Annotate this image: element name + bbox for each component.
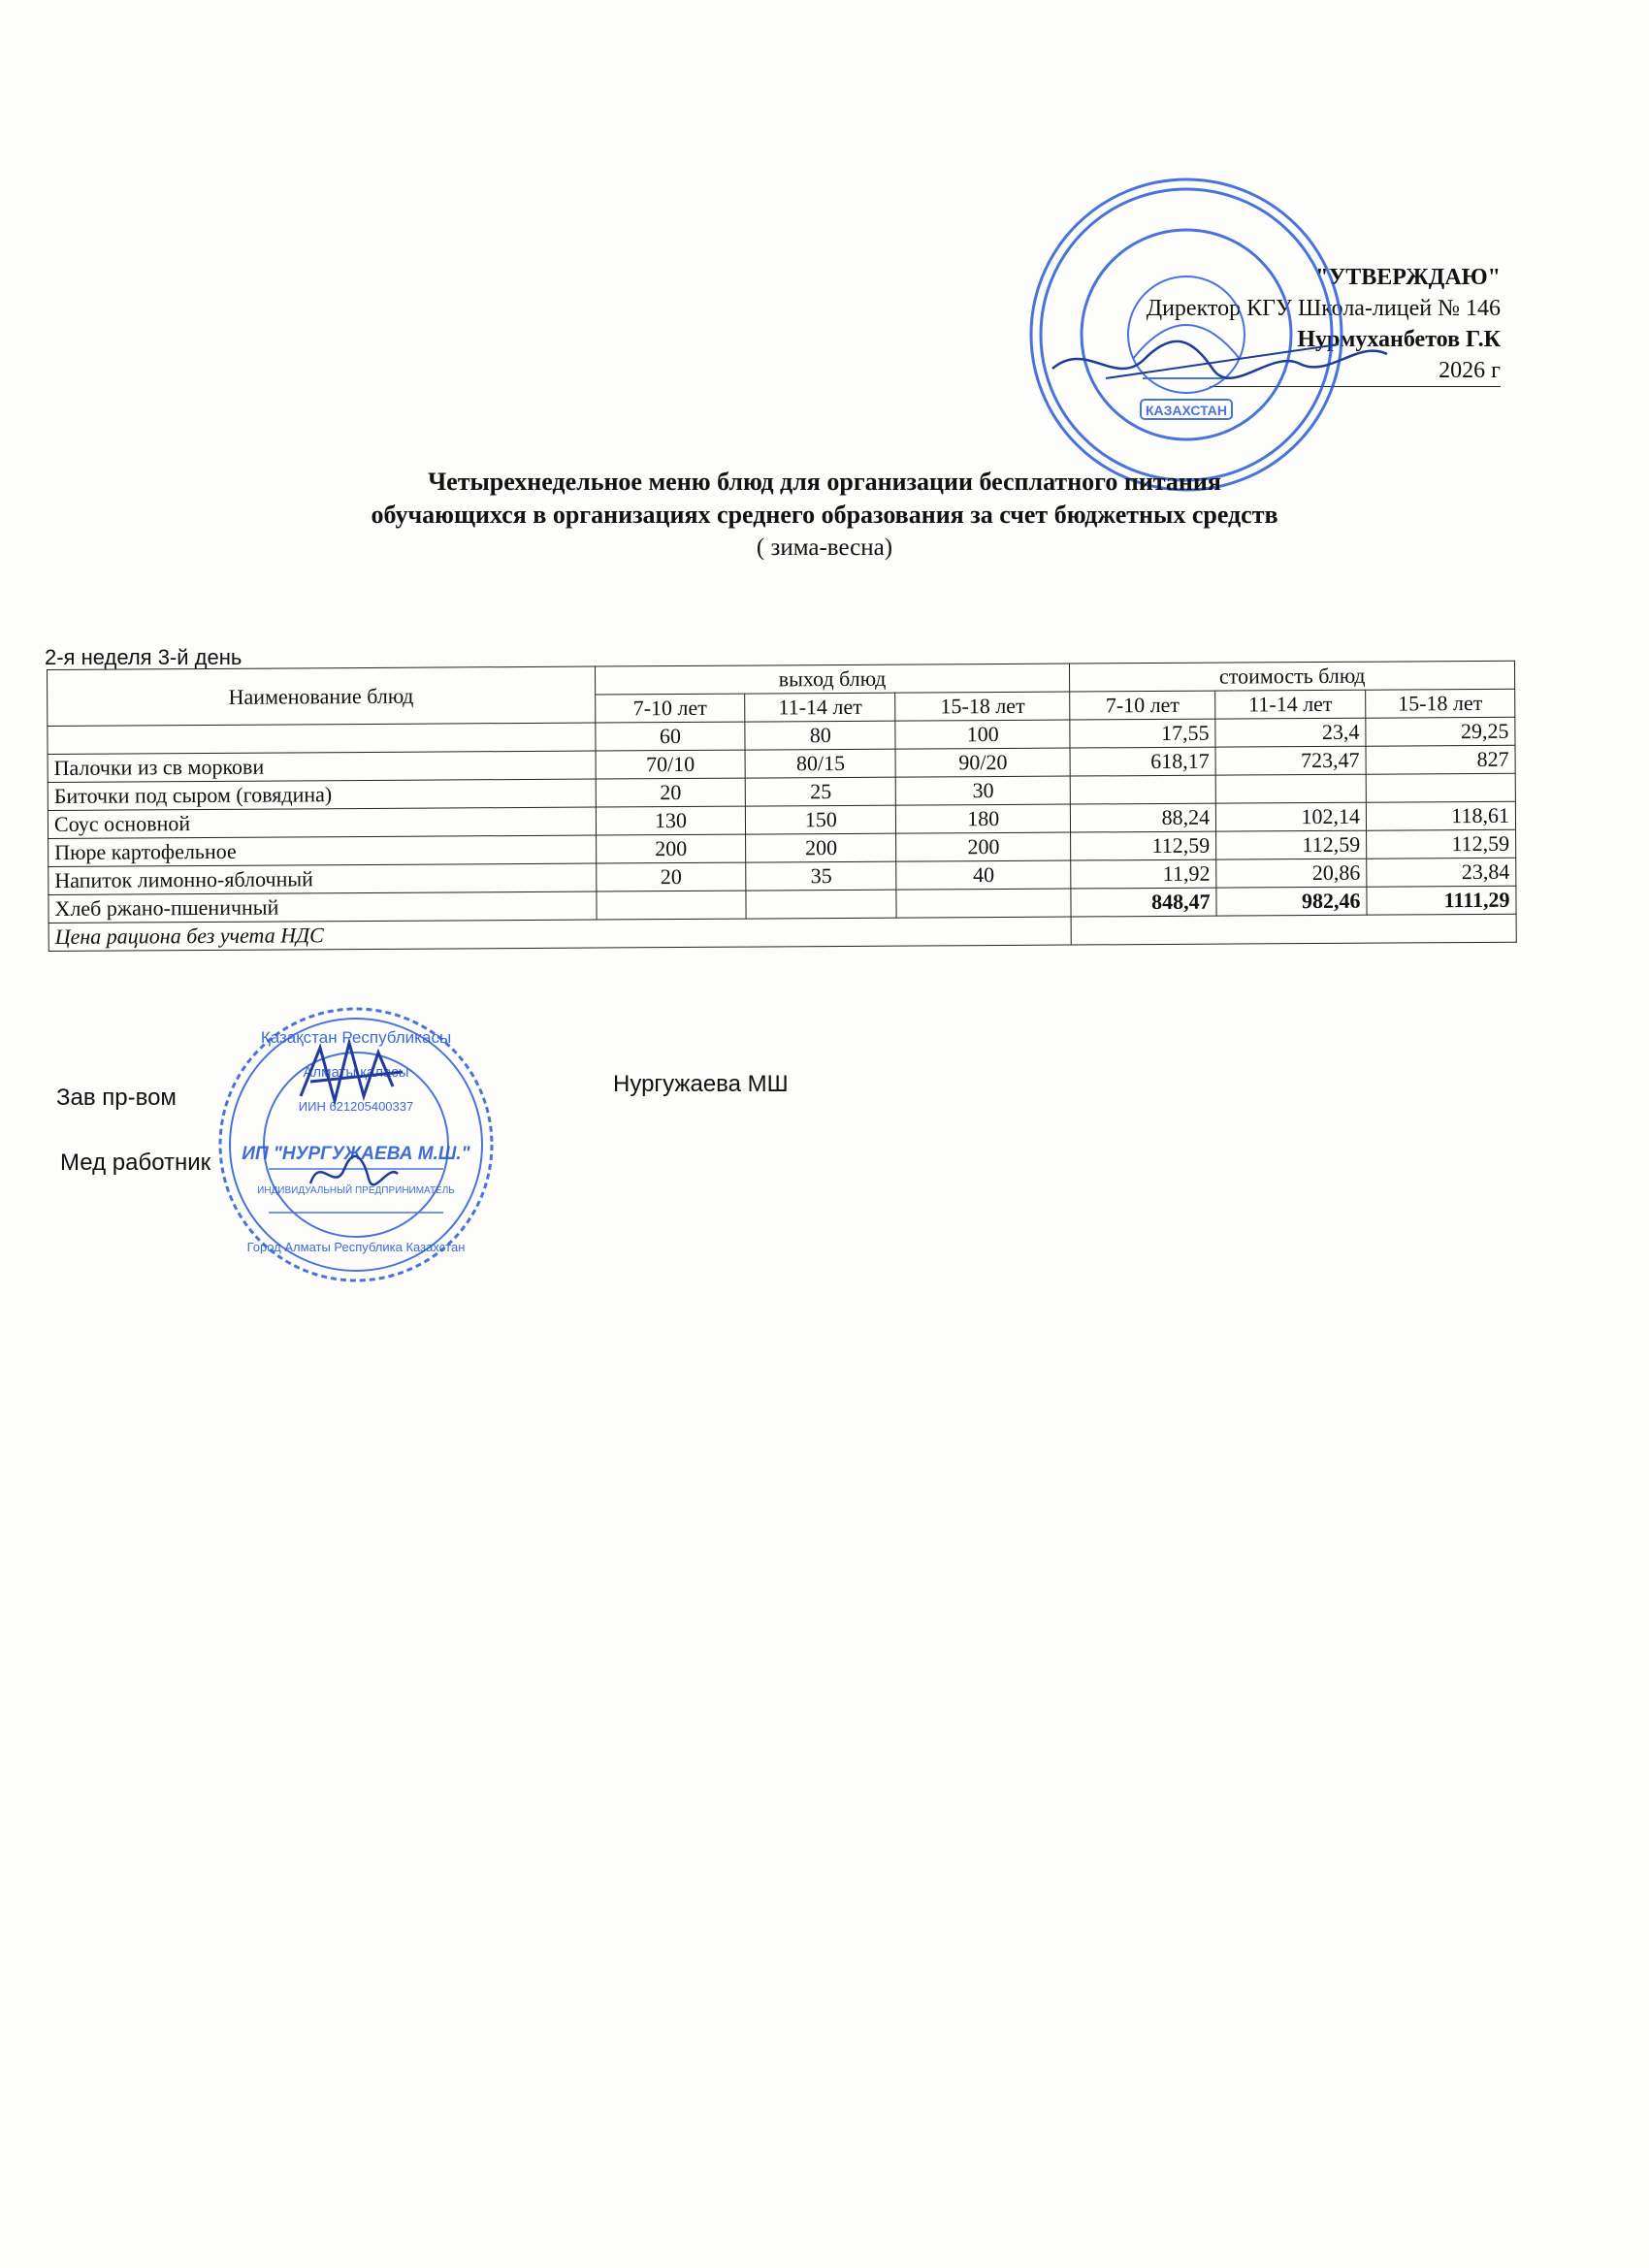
title-line-2: обучающихся в организациях среднего образования за счет бюджетных средств: [371, 501, 1278, 529]
medic-signature: [301, 1145, 407, 1203]
table-cell: 150: [746, 805, 896, 834]
dish-name: Напиток лимонно-яблочный: [48, 863, 597, 894]
manager-signature: [291, 1028, 417, 1116]
title-season: ( зима-весна): [756, 535, 893, 561]
table-cell: 723,47: [1215, 746, 1366, 775]
ip-seal-type-text: ИНДИВИДУАЛЬНЫЙ ПРЕДПРИНИМАТЕЛЬ: [257, 1185, 455, 1196]
ip-seal-iin-text: ИИН 621205400337: [298, 1099, 414, 1114]
table-cell: 29,25: [1366, 717, 1515, 746]
total-cell: 1111,29: [1367, 886, 1516, 915]
manager-label: Зав пр-вом: [56, 1085, 177, 1111]
table-cell: 118,61: [1366, 801, 1515, 830]
week-label: 2-я неделя 3-й день: [45, 645, 242, 669]
header-age: 11-14 лет: [1215, 690, 1366, 719]
table-cell: 70/10: [596, 750, 746, 779]
table-cell: 35: [746, 861, 896, 891]
header-age: 11-14 лет: [745, 693, 895, 722]
dish-name: [48, 723, 596, 754]
table-cell: [896, 889, 1071, 918]
medic-label: Мед работник: [60, 1150, 211, 1176]
table-cell: 20,86: [1216, 859, 1367, 888]
dish-name: Хлеб ржано-пшеничный: [48, 891, 597, 923]
header-dish-name: Наименование блюд: [48, 666, 596, 726]
header-cost: стоимость блюд: [1070, 661, 1515, 692]
ip-seal-city-text: Алматы қаласы: [303, 1064, 409, 1081]
table-cell: [1070, 775, 1215, 804]
table-cell: 130: [596, 806, 746, 835]
table-cell: [746, 890, 896, 919]
table-cell: 88,24: [1071, 803, 1216, 832]
approval-date: 2026 г: [1210, 355, 1501, 387]
approval-heading: "УТВЕРЖДАЮ": [1315, 265, 1501, 290]
dish-name: Соус основной: [48, 807, 596, 838]
table-cell: [1215, 774, 1366, 803]
table-cell: 90/20: [895, 748, 1070, 777]
dish-name: Биточки под сыром (говядина): [48, 779, 596, 810]
dish-name: Пюре картофельное: [48, 835, 597, 866]
table-cell: 25: [746, 777, 896, 806]
header-output: выход блюд: [595, 664, 1070, 695]
table-cell: [596, 891, 746, 920]
title-line-1: Четырехнедельное меню блюд для организации бесплатного питания: [428, 468, 1221, 496]
table-cell: 80/15: [745, 749, 895, 778]
ip-seal-top-text: Қазақстан Республикасы: [260, 1028, 452, 1047]
header-age: 15-18 лет: [1366, 689, 1515, 718]
school-seal-center-text: КАЗАХСТАН: [1146, 403, 1227, 418]
table-cell: 200: [896, 832, 1071, 861]
table-cell: [1366, 773, 1515, 802]
table-cell: 80: [745, 721, 895, 750]
table-cell: 112,59: [1367, 829, 1516, 859]
manager-name: Нургужаева МШ: [613, 1071, 789, 1097]
table-cell: 200: [596, 834, 746, 863]
table-cell: 23,4: [1215, 718, 1366, 747]
menu-table: [47, 661, 1517, 952]
document-title: [0, 466, 1649, 565]
header-age: 7-10 лет: [1070, 691, 1215, 720]
director-signature: [1048, 320, 1397, 398]
table-cell: 827: [1366, 745, 1515, 774]
table-cell: 100: [895, 720, 1070, 749]
ip-seal-name-text: ИП "НУРГУЖАЕВА М.Ш.": [242, 1144, 470, 1164]
total-cell: 982,46: [1216, 887, 1367, 916]
table-cell: 30: [896, 776, 1071, 805]
table-cell: 40: [896, 860, 1071, 890]
table-cell: 618,17: [1070, 747, 1215, 776]
table-cell: 200: [746, 833, 896, 862]
footer-empty: [1071, 914, 1516, 945]
table-cell: 20: [596, 862, 746, 891]
table-cell: 17,55: [1070, 719, 1215, 748]
table-cell: 180: [896, 804, 1071, 833]
approval-name: Нурмуханбетов Г.К: [1297, 327, 1501, 352]
table-cell: 102,14: [1215, 802, 1366, 831]
footer-label: Цена рациона без учета НДС: [48, 917, 1071, 951]
table-cell: 11,92: [1071, 859, 1216, 889]
total-cell: 848,47: [1071, 888, 1216, 917]
approval-position: Директор КГУ Школа-лицей № 146: [1146, 296, 1501, 321]
table-cell: 112,59: [1216, 830, 1367, 859]
table-cell: 60: [595, 722, 745, 751]
header-age: 15-18 лет: [895, 692, 1070, 721]
table-cell: 112,59: [1071, 831, 1216, 860]
table-cell: 23,84: [1367, 858, 1516, 887]
table-cell: 20: [596, 778, 746, 807]
header-age: 7-10 лет: [595, 694, 745, 723]
dish-name: Палочки из св моркови: [48, 751, 596, 782]
ip-seal-bottom-text: Город Алматы Республика Казахстан: [246, 1240, 466, 1254]
